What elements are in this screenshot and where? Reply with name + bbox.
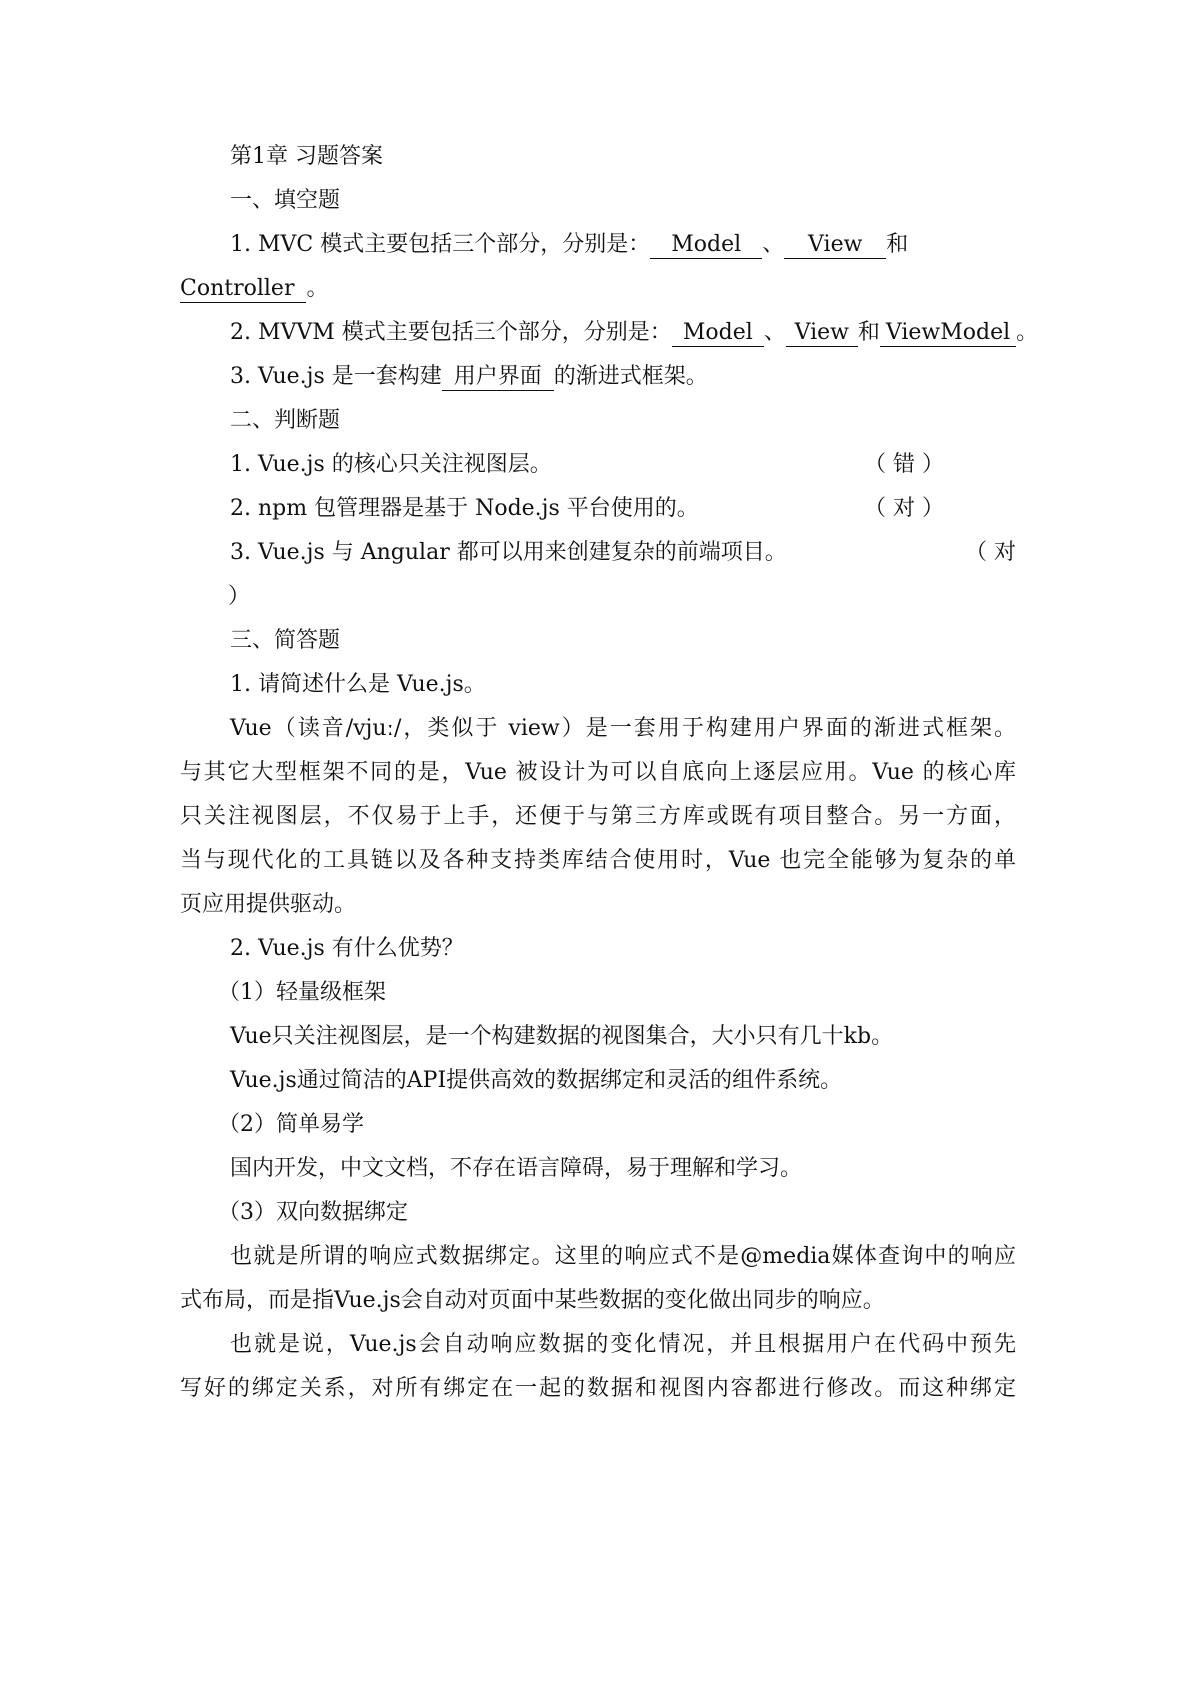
tf-closing-paren: ） [228,584,251,609]
fill-question-1: 1. MVC 模式主要包括三个部分，分别是： Model 、 View 和 [230,232,909,257]
section-heading-true-false: 二、判断题 [230,408,341,433]
answer-blank: Controller [180,276,306,303]
paragraph-line: 国内开发，中文文档，不存在语言障碍，易于理解和学习。 [230,1156,803,1181]
tf-answer-mark: （ 对 [965,540,1016,565]
tf-question-2: 2. npm 包管理器是基于 Node.js 平台使用的。 （ 对 ） [230,494,1016,524]
answer-blank: View [786,320,858,347]
fill-question-3: 3. Vue.js 是一套构建 用户界面 的渐进式框架。 [230,364,708,389]
tf-answer-mark: （ 对 ） [864,496,944,521]
paragraph-line: 写好的绑定关系，对所有绑定在一起的数据和视图内容都进行修改。而这种绑定 [180,1376,1016,1401]
advantage-title: （1）轻量级框架 [218,980,386,1005]
short-question-1: 1. 请简述什么是 Vue.js。 [230,672,486,697]
tf-question-1: 1. Vue.js 的核心只关注视图层。 （ 错 ） [230,450,1016,480]
paragraph-line: Vue只关注视图层，是一个构建数据的视图集合，大小只有几十kb。 [230,1024,894,1049]
section-heading-fill-blank: 一、填空题 [230,188,341,213]
answer-blank: 用户界面 [442,364,554,391]
answer-blank: Model [650,232,762,259]
advantage-title: （3）双向数据绑定 [218,1200,408,1225]
paragraph-line: Vue.js通过简洁的API提供高效的数据绑定和灵活的组件系统。 [230,1068,843,1093]
fill-question-1-cont: Controller 。 [180,276,329,301]
section-heading-short-answer: 三、简答题 [230,628,341,653]
paragraph-line: 与其它大型框架不同的是，Vue 被设计为可以自底向上逐层应用。Vue 的核心库 [180,760,1016,785]
paragraph-line: 页应用提供驱动。 [180,892,357,917]
answer-blank: View [784,232,886,259]
advantage-title: （2）简单易学 [218,1112,364,1137]
tf-answer-mark: （ 错 ） [864,452,944,477]
paragraph-line: 也就是所谓的响应式数据绑定。这里的响应式不是@media媒体查询中的响应 [230,1244,1016,1269]
short-question-2: 2. Vue.js 有什么优势？ [230,936,464,961]
tf-question-3: 3. Vue.js 与 Angular 都可以用来创建复杂的前端项目。 （ 对 [230,538,1016,568]
paragraph-line: 只关注视图层，不仅易于上手，还便于与第三方库或既有项目整合。另一方面， [180,804,1016,829]
answer-blank: ViewModel [880,320,1016,347]
answer-blank: Model [672,320,764,347]
paragraph-line: 式布局，而是指Vue.js会自动对页面中某些数据的变化做出同步的响应。 [180,1288,885,1313]
paragraph-line: Vue（读音/vjuː/，类似于 view）是一套用于构建用户界面的渐进式框架。 [230,716,1016,741]
paragraph-line: 也就是说，Vue.js会自动响应数据的变化情况，并且根据用户在代码中预先 [230,1332,1016,1357]
chapter-title: 第1章 习题答案 [230,144,383,169]
paragraph-line: 当与现代化的工具链以及各种支持类库结合使用时，Vue 也完全能够为复杂的单 [180,848,1016,873]
fill-question-2: 2. MVVM 模式主要包括三个部分，分别是： Model 、 View 和 ViewModel 。 [230,320,1039,345]
